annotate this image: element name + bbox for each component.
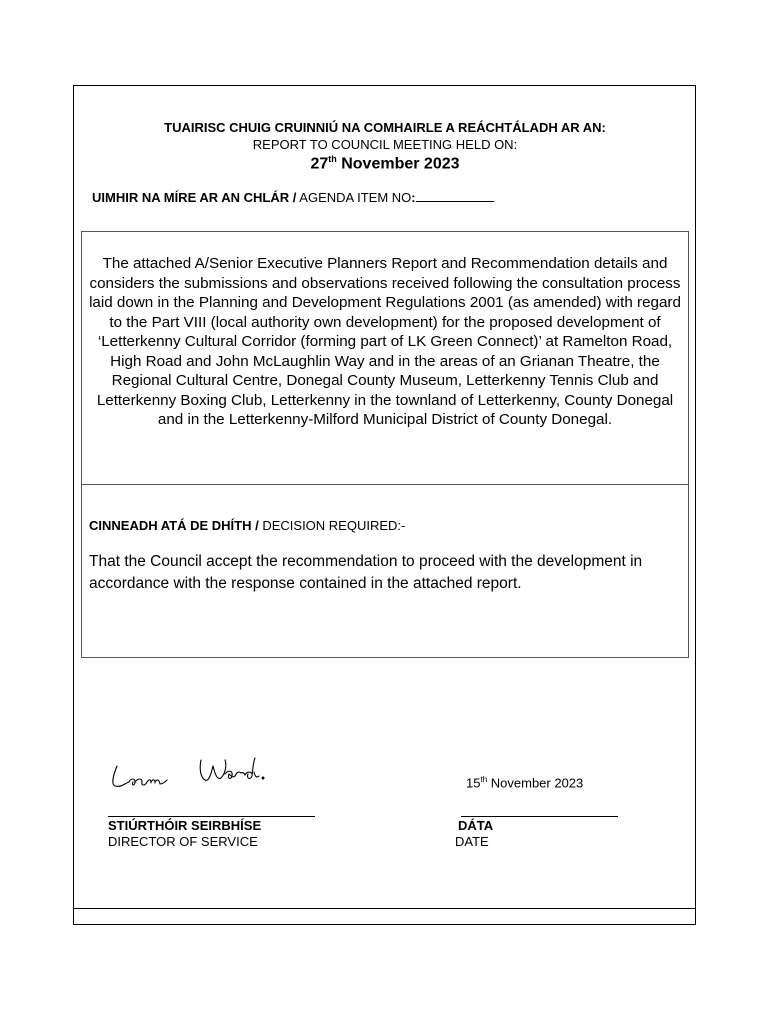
decision-label: [89, 518, 405, 533]
irish-title: TUAIRISC CHUIG CRUINNIÚ NA COMHAIRLE A REÁCHTÁLADH AR AN:: [164, 120, 606, 135]
director-signature: [105, 752, 275, 800]
date-irish-label: DÁTA: [458, 818, 494, 833]
director-signature-line: [108, 816, 315, 817]
signoff-date: [466, 775, 583, 790]
director-irish-label: STIÚRTHÓIR SEIRBHÍSE: [108, 818, 262, 833]
agenda-number-blank: [416, 191, 494, 202]
signoff-date-rest: November 2023: [490, 775, 584, 791]
meeting-month-year: November 2023: [341, 155, 460, 173]
meeting-date: [0, 154, 770, 173]
agenda-irish-label: UIMHIR NA MÍRE AR AN CHLÁR /: [92, 190, 297, 205]
summary-text: The attached A/Senior Executive Planners Report and Recommendation details and considers the submissions and observations received following the consultation process laid down in the Planning and Development Regulations 2001 (as amended) with regard to the Part VIII (local authority own development) for the proposed development of ‘Letterkenny Cultural Corridor (forming part of LK Green Connect)’ at Ramelton Road, High Road and John McLaughlin Way and in the areas of an Grianan Theatre, the Regional Cultural Centre, Donegal County Museum, Letterkenny Tennis Club and Letterkenny Boxing Club, Letterkenny in the townland of Letterkenny, County Donegal and in the Letterkenny-Milford Municipal District of County Donegal.: [89, 255, 681, 428]
english-title: REPORT TO COUNCIL MEETING HELD ON:: [252, 137, 518, 152]
agenda-english-label: AGENDA ITEM NO: [299, 190, 412, 205]
decision-text: That the Council accept the recommendation to proceed with the development in accordance with the response contained in the attached report.: [89, 553, 643, 592]
date-english-label: DATE: [455, 834, 489, 849]
bottom-divider: [73, 908, 696, 909]
agenda-colon: :: [411, 190, 416, 205]
meeting-day-suffix: th: [328, 154, 337, 164]
meeting-day: 27: [310, 155, 329, 173]
decision-english-label: DECISION REQUIRED:-: [262, 518, 406, 533]
agenda-item-line: [92, 190, 494, 205]
signoff-date-suffix: th: [480, 775, 488, 784]
signoff-date-day: 15: [466, 775, 481, 791]
date-line: [461, 816, 618, 817]
director-english-label: DIRECTOR OF SERVICE: [108, 834, 258, 849]
decision-irish-label: CINNEADH ATÁ DE DHÍTH /: [89, 518, 259, 533]
